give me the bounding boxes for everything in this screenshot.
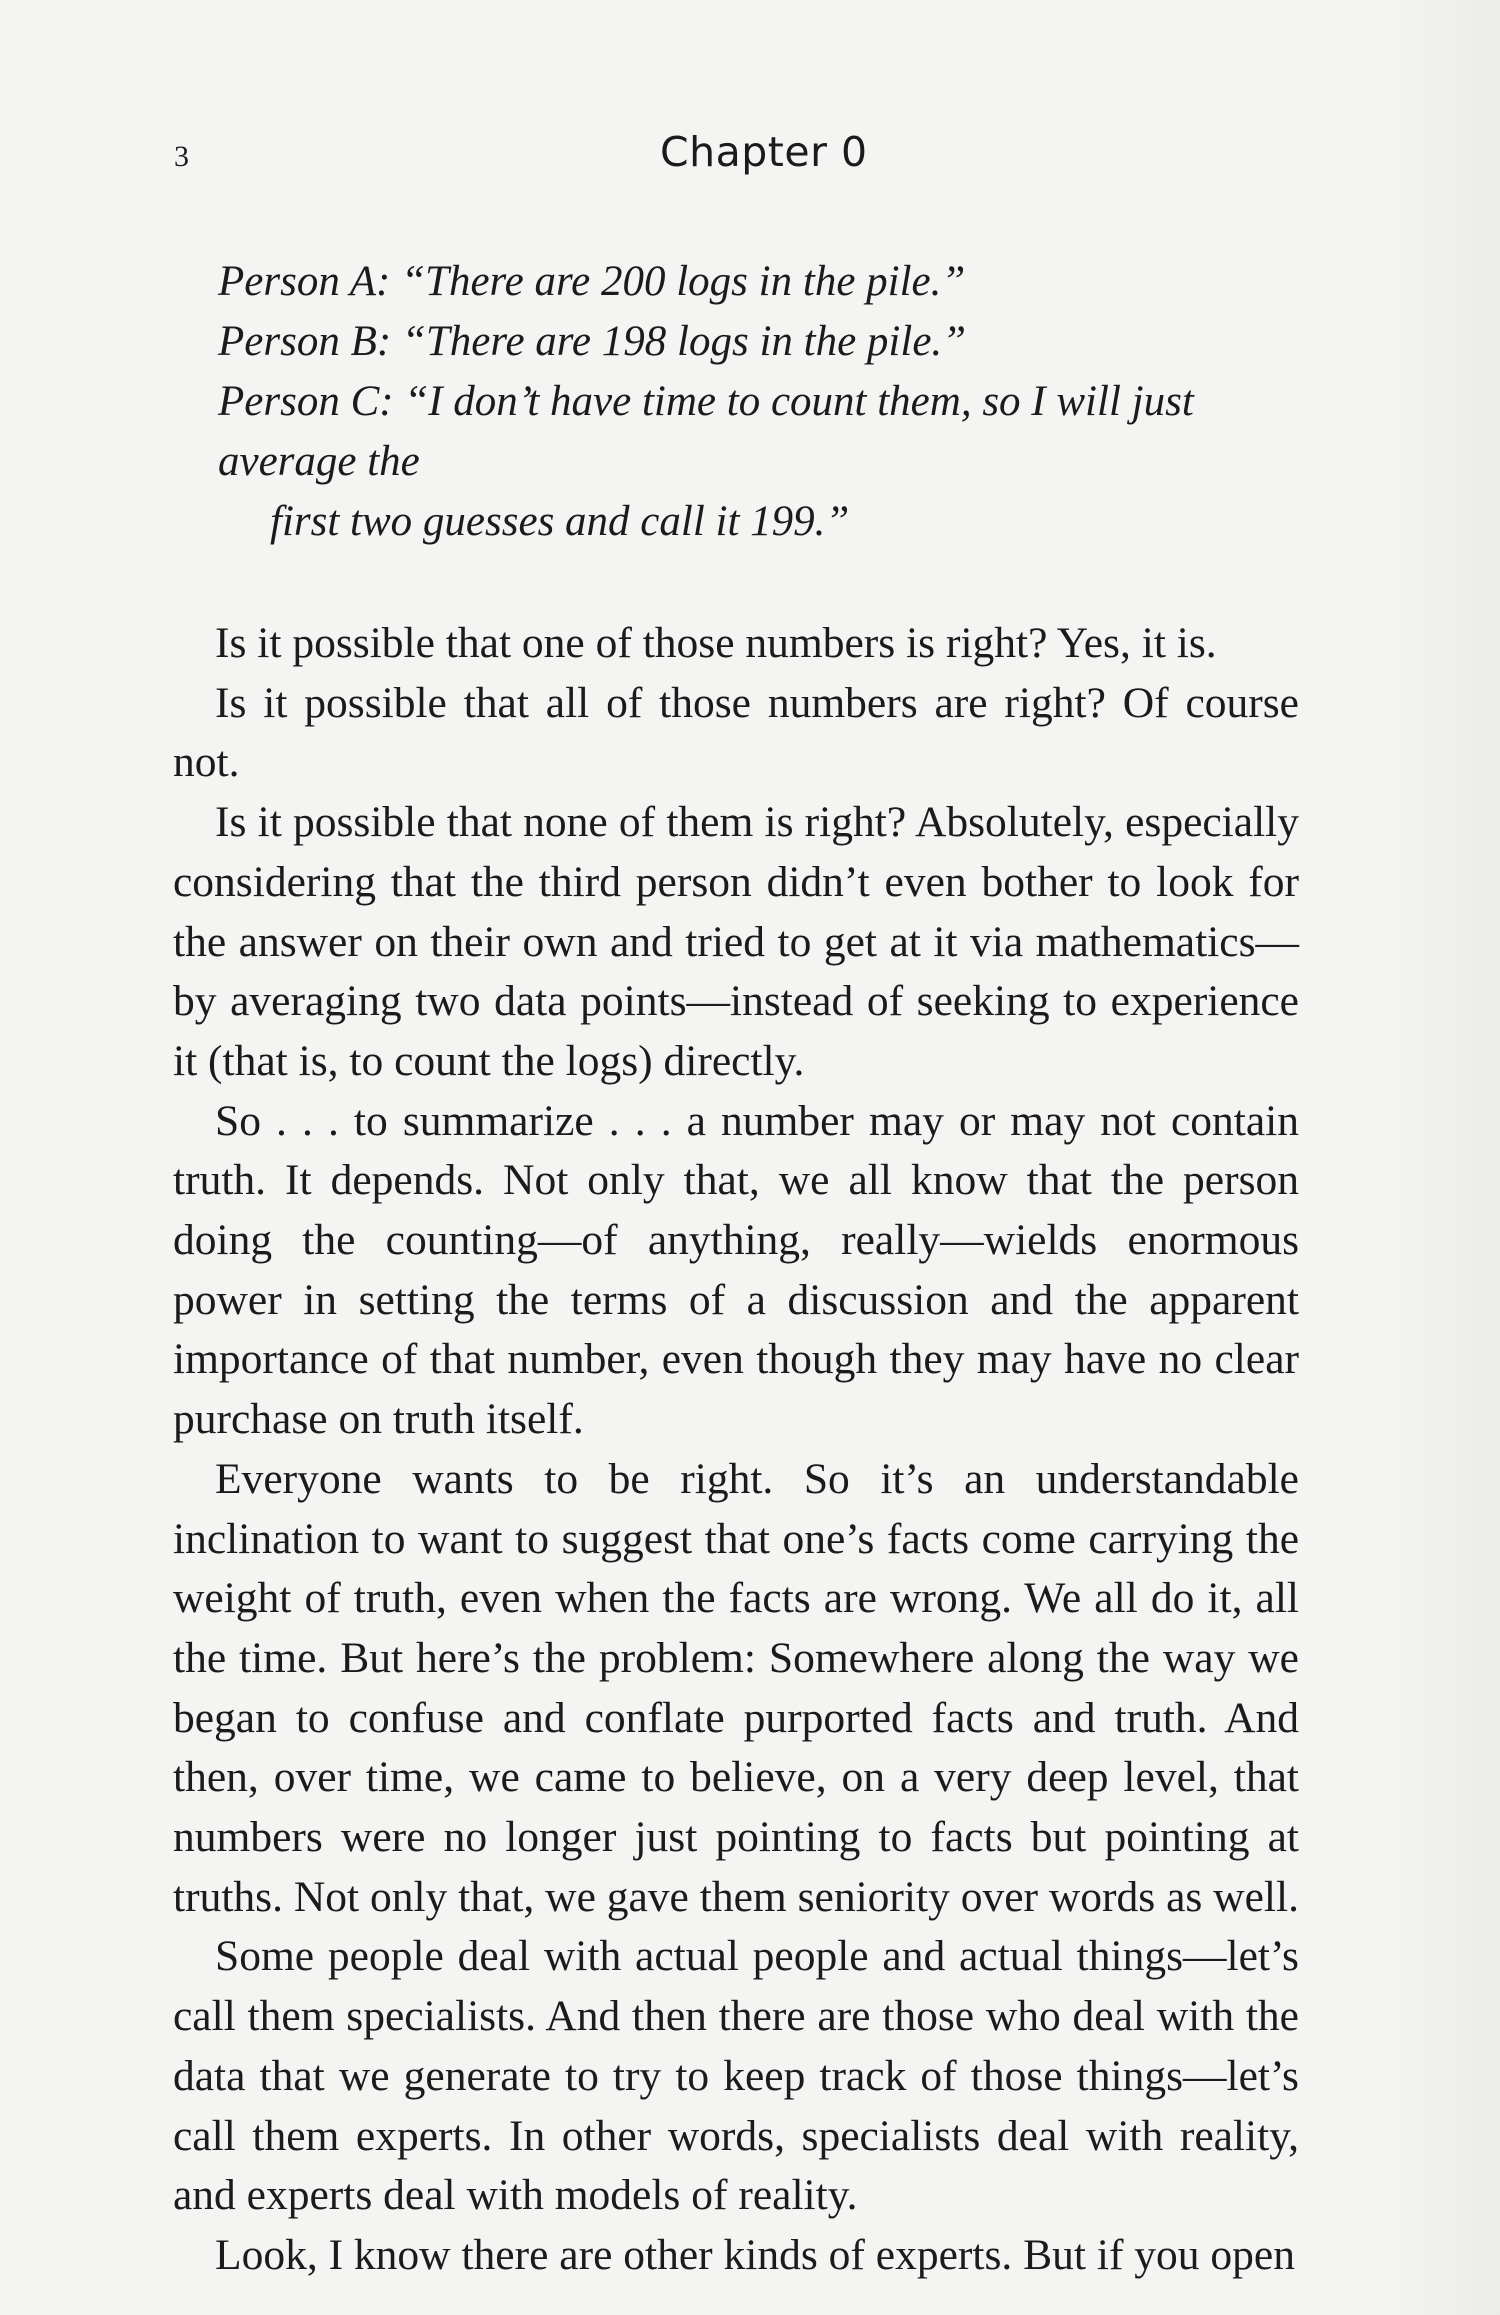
paragraph: Is it possible that none of them is right? Absolutely, especially considering that the third person didn’t even bother to look for the answer on their own and tried to get at it via mathematics—by averaging two data points—instead of seeking to experience it (that is, to count the logs) directly. (173, 798, 1299, 1085)
body-text (173, 614, 1299, 2286)
paragraph: Everyone wants to be right. So it’s an understandable inclination to want to suggest that one’s facts come carrying the weight of truth, even when the facts are wrong. We all do it, all the time. But here’s the problem: Somewhere along the way we began to confuse and conflate purported facts and truth. And then, over time, we came to believe, on a very deep level, that numbers were no longer just pointing to facts but pointing at truths. Not only that, we gave them seniority over words as well. (173, 1454, 1299, 1921)
page-edge-shading (1380, 0, 1500, 2315)
paragraph: Look, I know there are other kinds of experts. But if you open (215, 2230, 1295, 2279)
running-head: Chapter 0 (660, 128, 868, 176)
paragraph: Some people deal with actual people and actual things—let’s call them specialists. And then there are those who deal with the data that we generate to try to keep track of those things—let’s call them experts. In other words, specialists deal with reality, and experts deal with models of reality. (173, 1932, 1299, 2220)
dialogue-line-person-c: Person C: “I don’t have time to count them, so I will just average the (218, 378, 1194, 485)
paragraph: Is it possible that all of those numbers are right? Of course not. (173, 678, 1299, 787)
dialogue-line-person-a: Person A: “There are 200 logs in the pile.” (218, 258, 966, 305)
page-number: 3 (174, 140, 189, 173)
dialogue-line-person-c-continued: first two guesses and call it 199.” (270, 498, 850, 545)
dialogue-line-person-b: Person B: “There are 198 logs in the pile.” (218, 318, 967, 365)
page-header (0, 128, 1500, 188)
dialogue-block (218, 252, 1318, 552)
paragraph: So . . . to summarize . . . a number may or may not contain truth. It depends. Not only that, we all know that the person doing the counting—of anything, really—wields enormous power in setting the terms of a discussion and the apparent importance of that number, even though they may have no clear purchase on truth itself. (173, 1096, 1299, 1444)
paragraph: Is it possible that one of those numbers is right? Yes, it is. (215, 619, 1217, 667)
